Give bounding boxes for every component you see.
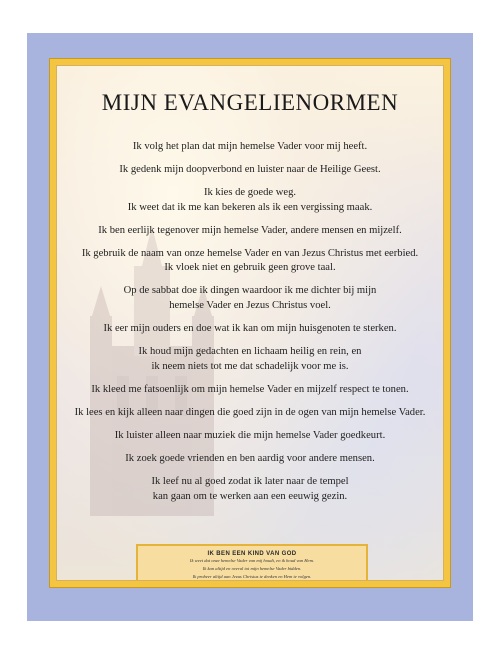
child-of-god-line: Ik probeer altijd aan Jezus Christus te denken en Hem te volgen. <box>192 574 312 579</box>
standard-item <box>57 322 443 337</box>
standard-line: Ik kleed me fatsoenlijk om mijn hemelse Vader en mijzelf respect te tonen. <box>91 383 409 395</box>
child-of-god-line: Ik kan altijd en overal tot mijn hemelse Vader bidden. <box>202 566 302 571</box>
poster-panel <box>56 65 444 581</box>
standard-item <box>57 163 443 178</box>
standard-line: Ik volg het plan dat mijn hemelse Vader voor mij heeft. <box>132 141 368 152</box>
standard-line: Ik zoek goede vrienden en ben aardig voor andere mensen. <box>125 453 375 465</box>
standard-item <box>57 475 443 504</box>
standard-line: hemelse Vader en Jezus Christus voel. <box>169 299 331 311</box>
standard-item <box>57 345 443 374</box>
standard-line: Ik gebruik de naam van onze hemelse Vader en van Jezus Christus met eerbied. <box>81 247 419 259</box>
page-title: MIJN EVANGELIENORMEN <box>101 90 399 115</box>
standard-line: Ik lees en kijk alleen naar dingen die goed zijn in de ogen van mijn hemelse Vader. <box>74 406 426 418</box>
standards-list <box>57 140 443 513</box>
standard-line: Ik eer mijn ouders en doe wat ik kan om mijn huisgenoten te sterken. <box>103 323 397 335</box>
standard-line: Op de sabbat doe ik dingen waardoor ik me dichter bij mijn <box>123 285 377 297</box>
standard-line: Ik vloek niet en gebruik geen grove taal. <box>164 262 336 274</box>
standard-line: ik neem niets tot me dat schadelijk voor me is. <box>151 360 349 372</box>
standard-line: kan gaan om te werken aan een eeuwig gezin. <box>152 490 348 502</box>
standard-line: Ik houd mijn gedachten en lichaam heilig en rein, en <box>138 346 362 358</box>
child-of-god-box <box>136 544 368 581</box>
standard-item <box>57 383 443 398</box>
standard-item <box>57 140 443 155</box>
child-of-god-title: IK BEN EEN KIND VAN GOD <box>207 551 297 557</box>
standard-item <box>57 406 443 421</box>
standard-line: Ik ben eerlijk tegenover mijn hemelse Vader, andere mensen en mijzelf. <box>98 224 402 236</box>
standard-item <box>57 452 443 467</box>
standard-item <box>57 186 443 215</box>
standard-line: Ik kies de goede weg. <box>203 187 297 199</box>
standard-line: Ik luister alleen naar muziek die mijn hemelse Vader goedkeurt. <box>114 429 386 441</box>
standard-line: Ik weet dat ik me kan bekeren als ik een vergissing maak. <box>127 201 373 213</box>
standard-line: Ik leef nu al goed zodat ik later naar de tempel <box>151 476 349 488</box>
poster-frame <box>49 58 451 588</box>
standard-item <box>57 429 443 444</box>
standard-item <box>57 284 443 313</box>
page-background <box>27 33 473 621</box>
standard-item <box>57 224 443 239</box>
child-of-god-line: Ik weet dat onze hemelse Vader van mij houdt, en ik houd van Hem. <box>189 558 315 563</box>
standard-line: Ik gedenk mijn doopverbond en luister naar de Heilige Geest. <box>119 164 381 176</box>
standard-item <box>57 247 443 276</box>
